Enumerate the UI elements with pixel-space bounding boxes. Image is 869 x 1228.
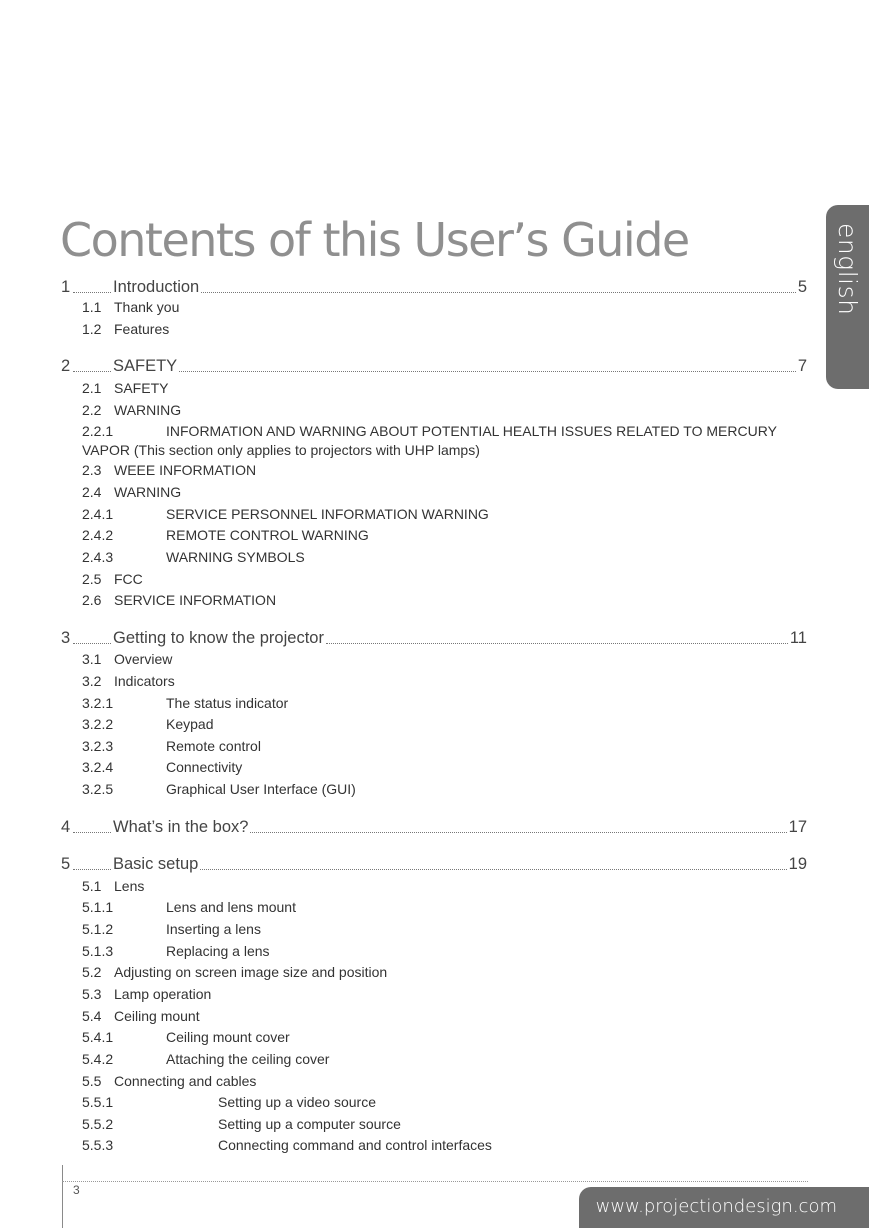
section-title: Lamp operation <box>114 986 212 1002</box>
chapter-title: What’s in the box? <box>113 818 249 836</box>
section-title: Thank you <box>114 299 180 315</box>
page-title: Contents of this User’s Guide <box>60 213 689 267</box>
section-title: Indicators <box>114 673 175 689</box>
section-number: 2.2.1 <box>82 423 114 439</box>
footer-divider <box>62 1165 63 1228</box>
toc-chapter-1[interactable] <box>61 275 807 297</box>
chapter-page: 17 <box>788 818 807 836</box>
section-title: WARNING SYMBOLS <box>166 549 305 565</box>
section-number: 5.1.3 <box>82 943 114 959</box>
section-title-continuation: VAPOR (This section only applies to projectors with UHP lamps) <box>82 442 480 458</box>
dot-leader <box>179 370 796 372</box>
dot-leader <box>73 642 111 644</box>
section-number: 5.5 <box>82 1073 102 1089</box>
section-number: 2.4.2 <box>82 527 114 543</box>
section-title: Graphical User Interface (GUI) <box>166 781 356 797</box>
website-url: www.projectiondesign.com <box>595 1196 837 1217</box>
section-number: 5.4.2 <box>82 1051 114 1067</box>
section-title: Keypad <box>166 716 214 732</box>
section-title: Replacing a lens <box>166 943 270 959</box>
section-title: FCC <box>114 571 143 587</box>
section-title: Inserting a lens <box>166 921 261 937</box>
section-number: 5.4 <box>82 1008 102 1024</box>
section-number: 5.1 <box>82 878 102 894</box>
section-number: 2.4 <box>82 484 102 500</box>
chapter-title: SAFETY <box>113 357 178 375</box>
section-title: Adjusting on screen image size and position <box>114 964 388 980</box>
section-title: INFORMATION AND WARNING ABOUT POTENTIAL HEALTH ISSUES RELATED TO MERCURY <box>166 423 777 439</box>
dot-leader <box>326 642 788 644</box>
dot-leader <box>73 868 111 870</box>
dot-leader <box>73 291 111 293</box>
footer-dotted-rule <box>62 1181 808 1182</box>
section-title: Ceiling mount cover <box>166 1029 290 1045</box>
chapter-page: 19 <box>788 855 807 873</box>
section-number: 1.1 <box>82 299 102 315</box>
section-title: Remote control <box>166 738 261 754</box>
chapter-title: Introduction <box>113 278 200 296</box>
section-number: 2.3 <box>82 462 102 478</box>
section-number: 5.3 <box>82 986 102 1002</box>
section-number: 2.5 <box>82 571 102 587</box>
section-number: 3.2.2 <box>82 716 114 732</box>
website-tab <box>579 1187 869 1228</box>
section-number: 5.1.1 <box>82 899 114 915</box>
section-number: 5.5.1 <box>82 1094 114 1110</box>
dot-leader <box>201 291 796 293</box>
section-number: 5.2 <box>82 964 102 980</box>
chapter-page: 5 <box>797 278 807 296</box>
section-title: Features <box>114 321 170 337</box>
dot-leader <box>73 831 111 833</box>
section-title: The status indicator <box>166 695 289 711</box>
chapter-number: 1 <box>61 278 71 296</box>
chapter-number: 4 <box>61 818 71 836</box>
section-title: Connectivity <box>166 759 243 775</box>
section-number: 5.5.3 <box>82 1137 114 1153</box>
section-title: Overview <box>114 651 173 667</box>
page-number: 3 <box>73 1183 80 1197</box>
language-tab <box>826 205 869 389</box>
toc-chapter-2[interactable] <box>61 354 807 376</box>
section-title: REMOTE CONTROL WARNING <box>166 527 369 543</box>
section-title: WARNING <box>114 402 182 418</box>
chapter-title: Basic setup <box>113 855 199 873</box>
section-number: 3.1 <box>82 651 102 667</box>
section-title: WEEE INFORMATION <box>114 462 257 478</box>
dot-leader <box>73 370 111 372</box>
section-number: 2.4.1 <box>82 506 114 522</box>
chapter-page: 11 <box>789 629 807 647</box>
section-number: 3.2.5 <box>82 781 114 797</box>
toc-chapter-5[interactable] <box>61 852 807 874</box>
section-number: 1.2 <box>82 321 102 337</box>
section-title: Setting up a computer source <box>218 1116 401 1132</box>
section-number: 3.2.1 <box>82 695 114 711</box>
toc-chapter-3[interactable] <box>61 626 807 648</box>
section-title: SERVICE PERSONNEL INFORMATION WARNING <box>166 506 489 522</box>
section-number: 2.2 <box>82 402 102 418</box>
chapter-number: 5 <box>61 855 71 873</box>
section-number: 2.6 <box>82 592 102 608</box>
section-title: Ceiling mount <box>114 1008 200 1024</box>
section-title: Attaching the ceiling cover <box>166 1051 330 1067</box>
chapter-number: 2 <box>61 357 71 375</box>
section-number: 2.4.3 <box>82 549 114 565</box>
section-number: 3.2.4 <box>82 759 114 775</box>
section-title: Connecting command and control interfaces <box>218 1137 492 1153</box>
section-title: SERVICE INFORMATION <box>114 592 277 608</box>
section-title: Setting up a video source <box>218 1094 376 1110</box>
dot-leader <box>200 868 786 870</box>
section-title: WARNING <box>114 484 182 500</box>
language-tab-label: english <box>833 223 862 316</box>
chapter-number: 3 <box>61 629 71 647</box>
section-number: 3.2 <box>82 673 102 689</box>
chapter-page: 7 <box>797 357 807 375</box>
section-number: 2.1 <box>82 380 102 396</box>
section-title: Lens <box>114 878 145 894</box>
chapter-title: Getting to know the projector <box>113 629 324 647</box>
section-number: 5.1.2 <box>82 921 114 937</box>
section-number: 5.4.1 <box>82 1029 114 1045</box>
dot-leader <box>250 831 786 833</box>
section-title: Lens and lens mount <box>166 899 296 915</box>
section-title: SAFETY <box>114 380 169 396</box>
section-number: 3.2.3 <box>82 738 114 754</box>
section-title: Connecting and cables <box>114 1073 257 1089</box>
toc-chapter-4[interactable] <box>61 815 807 837</box>
section-number: 5.5.2 <box>82 1116 114 1132</box>
